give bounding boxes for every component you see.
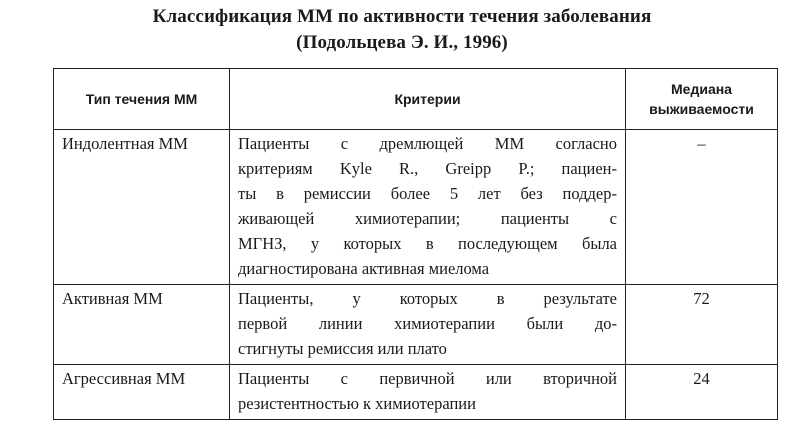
table-header-row <box>54 69 778 130</box>
criteria-line: первой линии химиотерапии были до- <box>238 314 617 333</box>
table-row <box>54 285 778 365</box>
criteria-line: критериям Kyle R., Greipp P.; пациен- <box>238 159 617 178</box>
row-median-indolent: – <box>626 130 778 285</box>
criteria-line: Пациенты, у которых в результате <box>238 289 617 308</box>
criteria-line: стигнуты ремиссия или плато <box>238 339 447 358</box>
title-citation: (Подольцева Э. И., 1996) <box>296 32 508 53</box>
row-type-indolent: Индолентная ММ <box>54 130 230 285</box>
row-median-aggressive: 24 <box>626 365 778 420</box>
table-title <box>0 4 804 56</box>
criteria-line: резистентностью к химиотерапии <box>238 394 476 413</box>
criteria-line: Пациенты с первичной или вторичной <box>238 369 617 388</box>
row-type-active: Активная ММ <box>54 285 230 365</box>
criteria-line: Пациенты с дремлющей ММ согласно <box>238 134 617 153</box>
row-criteria-indolent <box>230 130 626 285</box>
row-criteria-active <box>230 285 626 365</box>
header-median-line2: выживаемости <box>649 101 754 117</box>
criteria-line: живающей химиотерапии; пациенты с <box>238 209 617 228</box>
header-median-line1: Медиана <box>671 81 732 97</box>
header-type: Тип течения ММ <box>54 69 230 130</box>
criteria-line: МГНЗ, у которых в последующем была <box>238 234 617 253</box>
header-criteria: Критерии <box>230 69 626 130</box>
table-row <box>54 130 778 285</box>
header-median <box>626 69 778 130</box>
row-criteria-aggressive <box>230 365 626 420</box>
row-median-active: 72 <box>626 285 778 365</box>
classification-table <box>53 68 778 420</box>
criteria-line: диагностирована активная миелома <box>238 259 490 278</box>
row-type-aggressive: Агрессивная ММ <box>54 365 230 420</box>
title-main: Классификация ММ по активности течения заболевания <box>152 6 652 27</box>
criteria-line: ты в ремиссии более 5 лет без поддер- <box>238 184 617 203</box>
table-row <box>54 365 778 420</box>
